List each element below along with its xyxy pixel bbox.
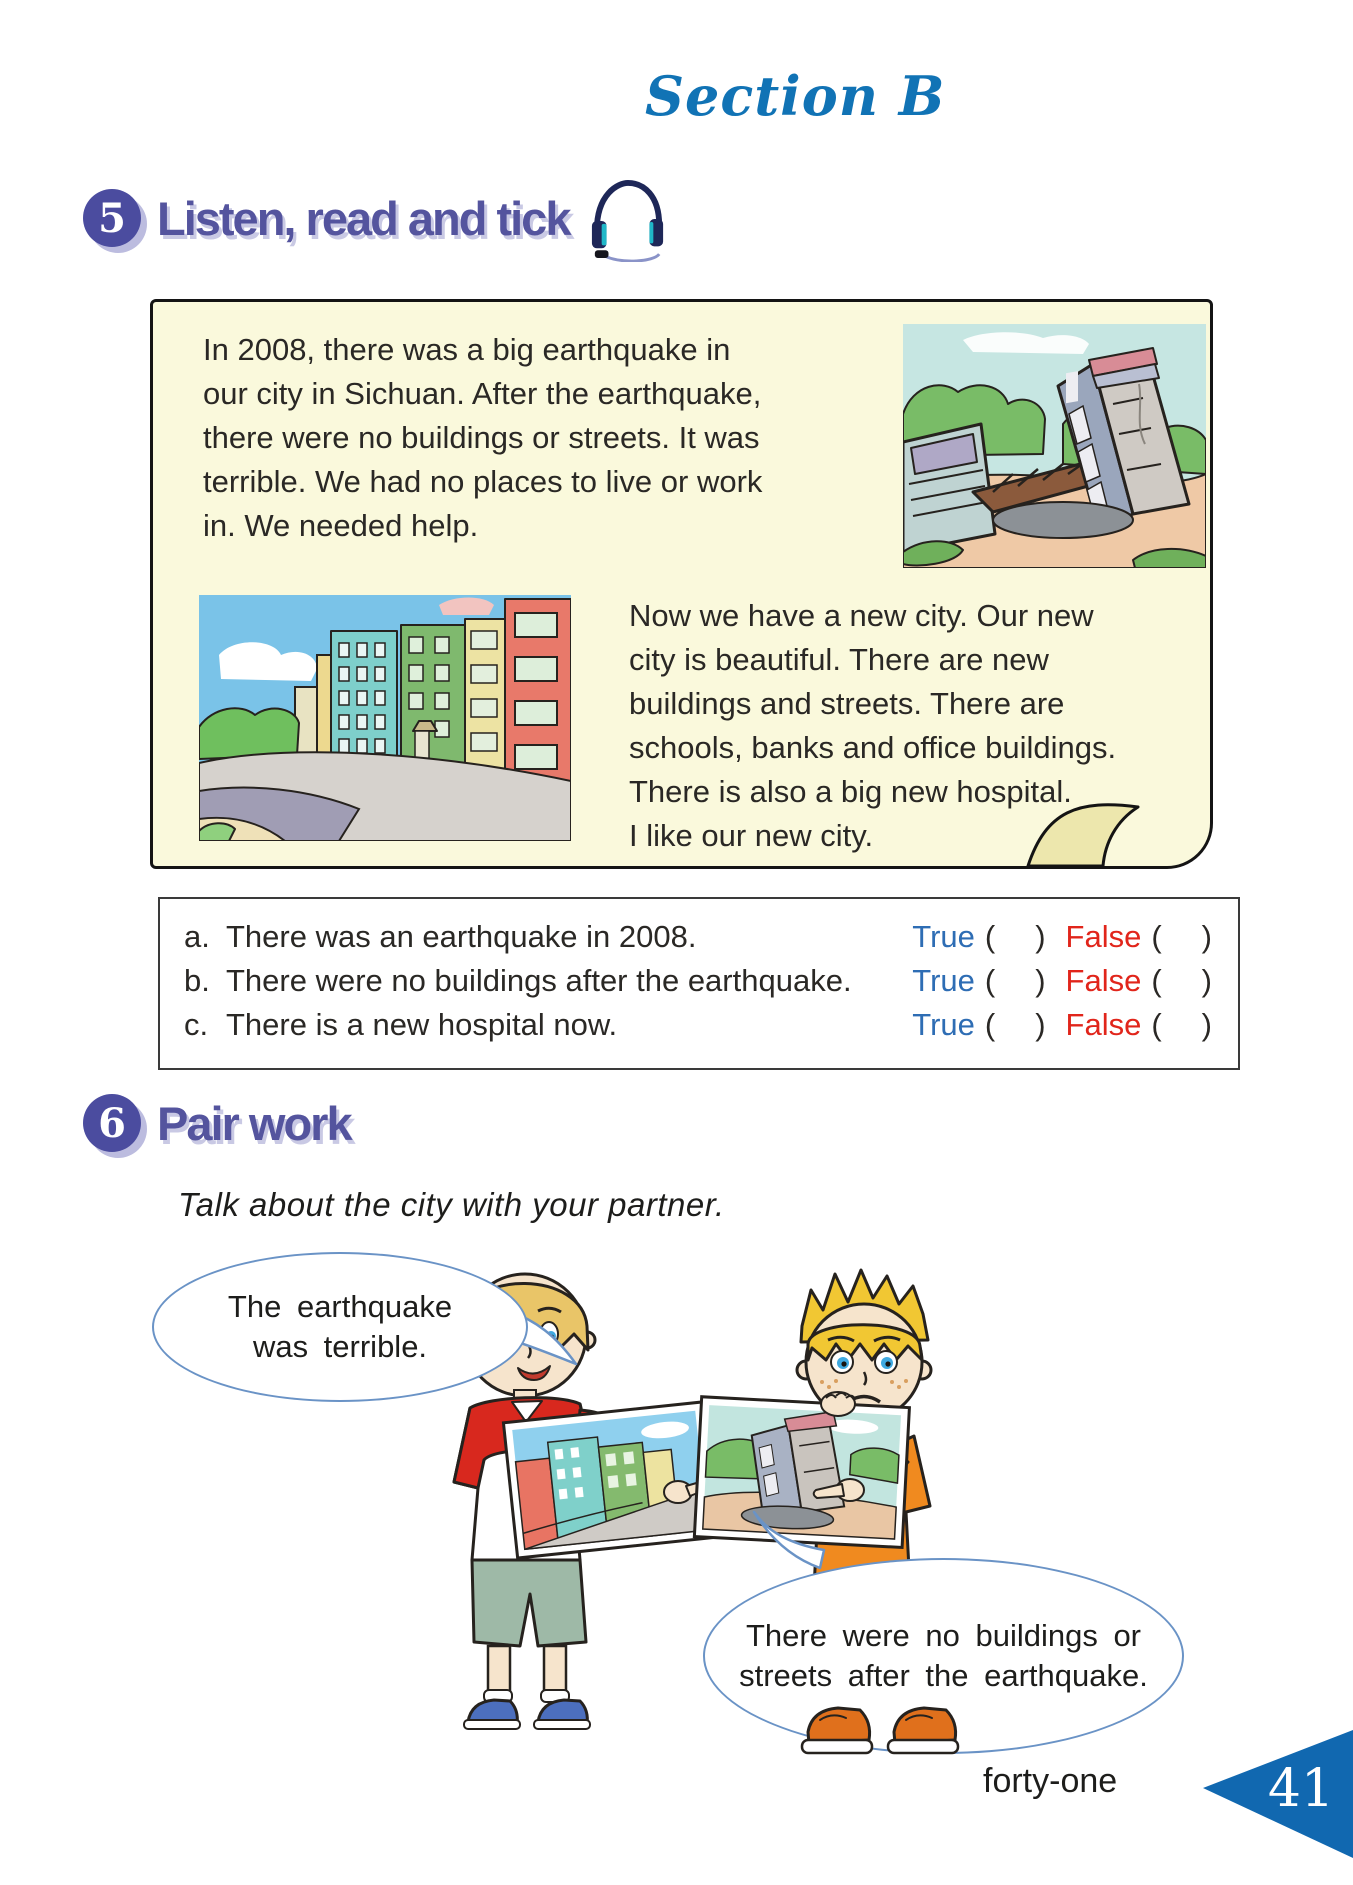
exercise-row-b — [184, 963, 1212, 1007]
para1-line: our city in Sichuan. After the earthquake, — [203, 376, 762, 411]
activity5-number-badge — [83, 189, 141, 247]
para2-line: Now we have a new city. Our new — [629, 598, 1094, 633]
para2-line: schools, banks and office buildings. — [629, 730, 1117, 765]
bubble-left-line1: The earthquake — [227, 1289, 453, 1324]
row-label: c. — [184, 1007, 209, 1042]
activity5-heading — [83, 174, 667, 262]
false-label: False — [1065, 919, 1142, 954]
exercise-row-a — [184, 919, 1212, 963]
headphones-icon — [589, 178, 667, 262]
para1-line: In 2008, there was a big earthquake in — [203, 332, 731, 367]
true-false-exercise — [158, 897, 1240, 1070]
true-label: True — [912, 1007, 975, 1042]
para1-line: in. We needed help. — [203, 508, 479, 543]
para2-line: There is also a big new hospital. — [629, 774, 1072, 809]
true-tick-spot[interactable]: ( ) — [984, 919, 1046, 954]
pair-work-scene — [0, 1240, 1353, 1800]
false-tick-spot[interactable]: ( ) — [1151, 963, 1212, 998]
earthquake-city-illustration — [903, 324, 1206, 568]
speech-bubble-left — [152, 1252, 528, 1402]
row-statement: There was an earthquake in 2008. — [226, 919, 697, 954]
para1-line: terrible. We had no places to live or work — [203, 464, 763, 499]
collapsed-wall — [903, 424, 995, 552]
new-city-buildings-illustration — [199, 595, 571, 841]
pairwork-instruction: Talk about the city with your partner. — [178, 1186, 725, 1223]
row-answers — [912, 1007, 1212, 1043]
reading-passage-box — [150, 299, 1213, 869]
passage-paragraph-1 — [203, 328, 762, 548]
activity6-title: Pair work — [157, 1096, 351, 1150]
true-tick-spot[interactable]: ( ) — [984, 963, 1046, 998]
false-label: False — [1065, 963, 1142, 998]
para2-line: buildings and streets. There are — [629, 686, 1065, 721]
false-label: False — [1065, 1007, 1142, 1042]
bubble-left-line2: was terrible. — [252, 1329, 428, 1364]
false-tick-spot[interactable]: ( ) — [1151, 919, 1212, 954]
true-label: True — [912, 963, 975, 998]
boy-right-shoes — [790, 1680, 990, 1768]
activity6-number-badge — [83, 1094, 141, 1152]
true-tick-spot[interactable]: ( ) — [984, 1007, 1046, 1042]
para1-line: there were no buildings or streets. It was — [203, 420, 760, 455]
page-number-word: forty-one — [983, 1762, 1118, 1800]
activity6-heading — [83, 1094, 351, 1152]
true-label: True — [912, 919, 975, 954]
bubble-right-line1: There were no buildings or — [745, 1618, 1142, 1653]
bubble-right-line2: streets after the earthquake. — [739, 1658, 1148, 1693]
para2-line: city is beautiful. There are new — [629, 642, 1049, 677]
activity5-number: 5 — [98, 194, 126, 242]
false-tick-spot[interactable]: ( ) — [1151, 1007, 1212, 1042]
row-label: a. — [184, 919, 210, 954]
row-answers — [912, 963, 1212, 999]
exercise-row-c — [184, 1007, 1212, 1051]
page-number-triangle — [1201, 1726, 1353, 1862]
activity6-number: 6 — [98, 1099, 126, 1147]
section-header: Section B — [645, 64, 946, 128]
page-number: 41 — [1267, 1759, 1335, 1819]
row-label: b. — [184, 963, 210, 998]
row-statement: There were no buildings after the earthquake. — [226, 963, 852, 998]
row-statement: There is a new hospital now. — [226, 1007, 618, 1042]
row-answers — [912, 919, 1212, 955]
activity5-title: Listen, read and tick — [157, 191, 570, 245]
para2-line: I like our new city. — [629, 818, 874, 853]
photo-new-city — [503, 1402, 716, 1558]
page-curl — [1012, 783, 1212, 869]
speech-bubble-right-tail — [748, 1508, 830, 1572]
